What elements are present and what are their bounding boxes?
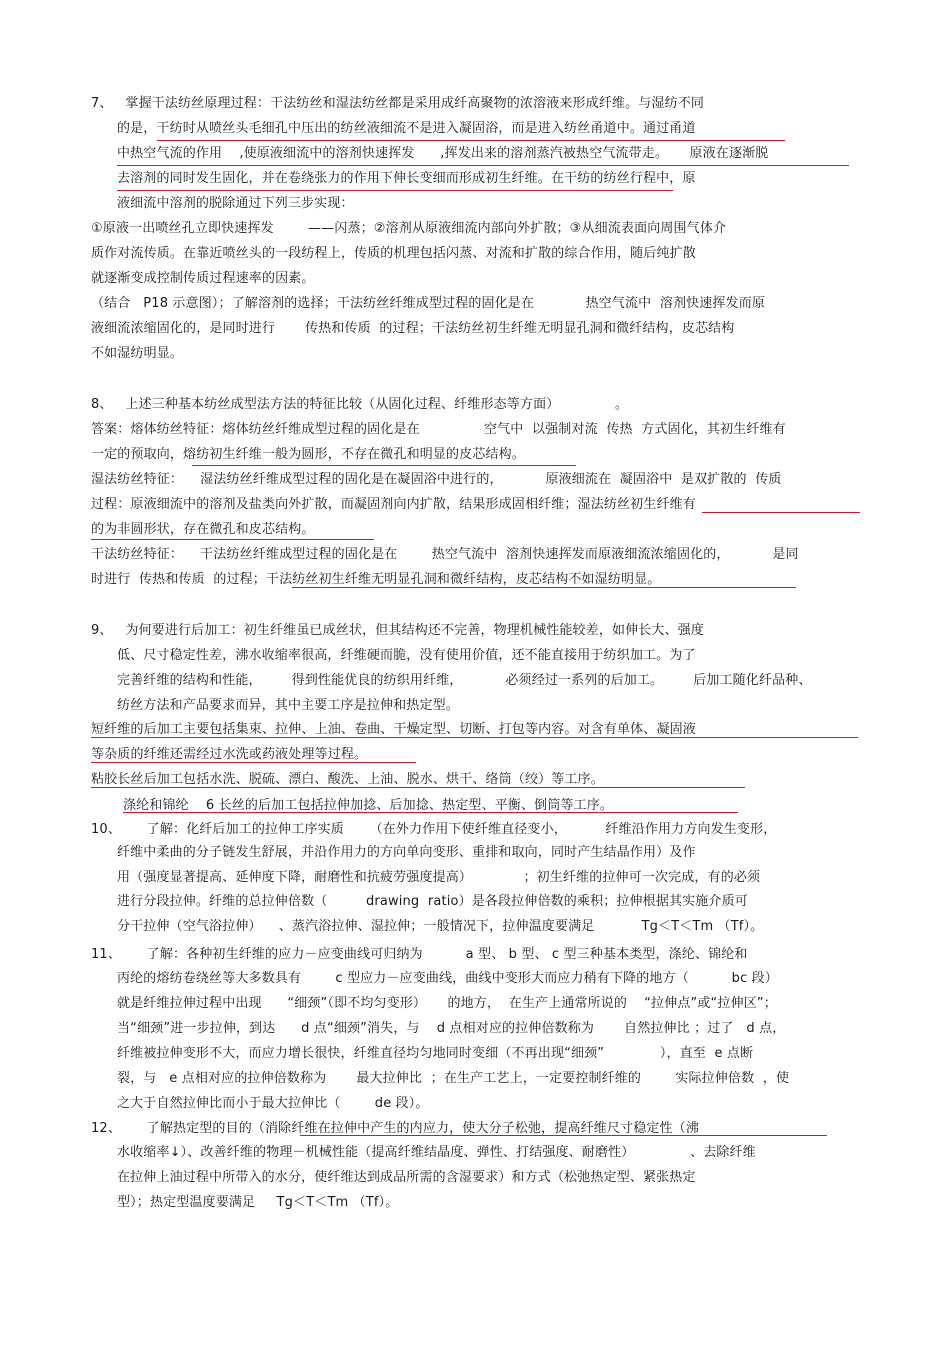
- red-underline: [157, 140, 785, 141]
- q12-line-3: 在拉伸上油过程中所带入的水分，使纤维达到成品所需的含湿要求）和方式（松弛热定型、紧张热定: [117, 1170, 696, 1185]
- red-underline: [91, 762, 416, 763]
- red-underline: [192, 465, 576, 466]
- q11-line-2: 丙纶的熔纺卷绕丝等大多数具有 c 型应力－应变曲线，曲线中变形大而应力稍有下降的地方（ bc 段）: [117, 971, 778, 986]
- q8-line-7: 干法纺丝特征： 干法纺丝纤维成型过程的固化是在 热空气流中 溶剂快速挥发而原液细流浓缩固化的， 是同: [91, 547, 799, 562]
- red-underline: [91, 539, 374, 540]
- q7-line-4: 去溶剂的同时发生固化，并在卷绕张力的作用下伸长变细而形成初生纤维。在干纺的纺丝行程中，原: [117, 171, 696, 186]
- q7-line-6: ①原液一出喷丝孔立即快速挥发 ——闪蒸；②溶剂从原液细流内部向外扩散；③从细流表面向周围气体介: [91, 221, 727, 236]
- q8-line-5: 过程：原液细流中的溶剂及盐类向外扩散，而凝固剂向内扩散，结果形成固相纤维；湿法纺丝初生纤维有: [91, 497, 696, 512]
- q8-line-8: 时进行 传热和传质 的过程；干法纺丝初生纤维无明显孔洞和微纤结构，皮芯结构不如湿纺明显。: [91, 572, 661, 587]
- red-underline: [123, 812, 738, 813]
- q9-line-5: 短纤维的后加工主要包括集束、拉伸、上油、卷曲、干燥定型、切断、打包等内容。对含有单体、凝固液: [91, 722, 696, 737]
- q10-line-2: 纤维中柔曲的分子链发生舒展，并沿作用力的方向单向变形、重排和取向，同时产生结晶作用）及作: [117, 845, 696, 860]
- q9-line-2: 低、尺寸稳定性差，沸水收缩率很高，纤维硬而脆，没有使用价值，还不能直接用于纺织加工。为了: [117, 648, 696, 663]
- q8-line-2: 答案：熔体纺丝特征：熔体纺丝纤维成型过程的固化是在 空气中 以强制对流 传热 方式固化，其初生纤维有: [91, 422, 786, 437]
- red-underline: [117, 190, 673, 191]
- q7-line-1: 7、 掌握干法纺丝原理过程：干法纺丝和湿法纺丝都是采用成纤高聚物的浓溶液来形成纤维。与湿纺不同: [91, 96, 705, 111]
- q9-line-4: 纺丝方法和产品要求而异，其中主要工序是拉伸和热定型。: [117, 698, 459, 713]
- red-underline: [91, 787, 745, 788]
- q7-line-3: 中热空气流的作用 ,使原液细流中的溶剂快速挥发 ,挥发出来的溶剂蒸汽被热空气流带走。 原液在逐渐脱: [117, 146, 769, 161]
- q9-line-7: 粘胶长丝后加工包括水洗、脱硫、漂白、酸洗、上油、脱水、烘干、络筒（绞）等工序。: [91, 772, 604, 787]
- red-underline: [117, 165, 849, 166]
- q9-line-3: 完善纤维的结构和性能， 得到性能优良的纺织用纤维， 必须经过一系列的后加工。 后加工随化纤品种、: [117, 673, 812, 688]
- red-underline: [702, 512, 860, 513]
- q11-line-4: 当“细颈”进一步拉伸，到达 d 点“细颈”消失，与 d 点相对应的拉伸倍数称为 自然拉伸比 ；过了 d 点，: [117, 1021, 786, 1036]
- q7-line-10: 液细流浓缩固化的，是同时进行 传热和传质 的过程；干法纺丝初生纤维无明显孔洞和微纤结构，皮芯结构: [91, 321, 735, 336]
- red-underline: [300, 1135, 827, 1136]
- q7-line-9: （结合 P18 示意图）；了解溶剂的选择；干法纺丝纤维成型过程的固化是在 热空气流中 溶剂快速挥发而原: [91, 296, 766, 311]
- q7-line-5: 液细流中溶剂的脱除通过下列三步实现：: [117, 196, 354, 211]
- red-underline: [91, 737, 858, 738]
- q8-line-3: 一定的预取向，熔纺初生纤维一般为圆形，不存在微孔和明显的皮芯结构。: [91, 447, 525, 462]
- q11-line-5: 纤维被拉伸变形不大，而应力增长很快，纤维直径均匀地同时变细（不再出现“细颈” ），直至 e 点断: [117, 1046, 754, 1061]
- red-underline: [292, 587, 796, 588]
- q9-line-8: 涤纶和锦纶 6 长丝的后加工包括拉伸加捻、后加捻、热定型、平衡、倒筒等工序。: [123, 798, 614, 813]
- q10-line-5: 分干拉伸（空气浴拉伸） 、蒸汽浴拉伸、湿拉伸；一般情况下，拉伸温度要满足 Tg＜T＜Tm （Tf）。: [117, 919, 764, 934]
- q12-line-1: 12、 了解热定型的目的（消除纤维在拉伸中产生的内应力，使大分子松弛，提高纤维尺寸稳定性（沸: [91, 1121, 699, 1136]
- q8-line-6: 的为非圆形状，存在微孔和皮芯结构。: [91, 522, 315, 537]
- q7-line-11: 不如湿纺明显。: [91, 346, 184, 361]
- q7-line-2: 的是，干纺时从喷丝头毛细孔中压出的纺丝液细流不是进入凝固浴，而是进入纺丝甬道中。通过甬道: [117, 121, 696, 136]
- q10-line-3: 用（强度显著提高、延伸度下降，耐磨性和抗疲劳强度提高） ；初生纤维的拉伸可一次完成，有的必须: [117, 870, 761, 885]
- q12-line-2: 水收缩率↓）、改善纤维的物理－机械性能（提高纤维结晶度、弹性、打结强度、耐磨性） 、去除纤维: [117, 1145, 756, 1160]
- q11-line-3: 就是纤维拉伸过程中出现 “细颈”（即不均匀变形） 的地方， 在生产上通常所说的 “拉伸点”或“拉伸区”；: [117, 996, 777, 1011]
- q7-line-7: 质作对流传质。在靠近喷丝头的一段纺程上，传质的机理包括闪蒸、对流和扩散的综合作用，随后纯扩散: [91, 246, 696, 261]
- q11-line-7: 之大于自然拉伸比而小于最大拉伸比（ de 段）。: [117, 1096, 429, 1111]
- q8-line-4: 湿法纺丝特征： 湿法纺丝纤维成型过程的固化是在凝固浴中进行的， 原液细流在 凝固浴中 是双扩散的 传质: [91, 472, 782, 487]
- q9-line-1: 9、 为何要进行后加工：初生纤维虽已成丝状，但其结构还不完善，物理机械性能较差，如伸长大、强度: [91, 623, 705, 638]
- q10-line-1: 10、 了解：化纤后加工的拉伸工序实质 （在外力作用下使纤维直径变小， 纤维沿作用力方向发生变形，: [91, 822, 777, 837]
- q12-line-4: 型）；热定型温度要满足 Tg＜T＜Tm （Tf）。: [117, 1195, 399, 1210]
- q9-line-6: 等杂质的纤维还需经过水洗或药液处理等过程。: [91, 747, 368, 762]
- q8-line-1: 8、 上述三种基本纺丝成型法方法的特征比较（从固化过程、纤维形态等方面） 。: [91, 397, 629, 412]
- q7-line-8: 就逐渐变成控制传质过程速率的因素。: [91, 271, 315, 286]
- q11-line-6: 裂，与 e 点相对应的拉伸倍数称为 最大拉伸比 ；在生产工艺上，一定要控制纤维的 实际拉伸倍数 ，使: [117, 1071, 790, 1086]
- q11-line-1: 11、 了解：各种初生纤维的应力－应变曲线可归纳为 a 型、 b 型、 c 型三种基本类型，涤纶、锦纶和: [91, 947, 748, 962]
- q10-line-4: 进行分段拉伸。纤维的总拉伸倍数（ drawing ratio）是各段拉伸倍数的乘积；拉伸根据其实施介质可: [117, 894, 748, 909]
